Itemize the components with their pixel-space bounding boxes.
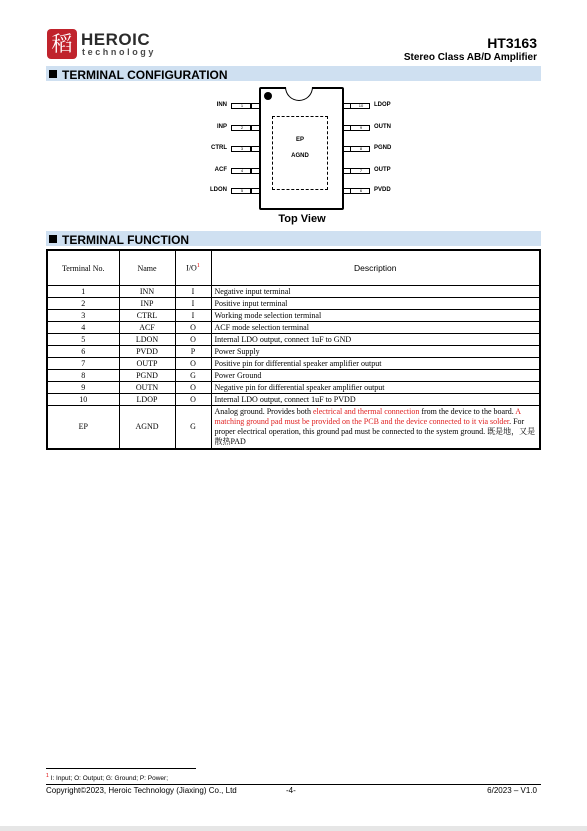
- bullet-square-icon: [49, 235, 57, 243]
- cell-name: ACF: [119, 322, 175, 334]
- cell-terminal-no: 4: [47, 322, 119, 334]
- cell-io: O: [175, 394, 211, 406]
- description-text: . For proper electrical operation, this ground pad must be connected to the system ground. 既是地，又是散热PAD: [214, 417, 536, 446]
- cell-io: G: [175, 370, 211, 382]
- highlighted-text: A matching ground pad must be provided on the PCB and the device connected to it via solder: [214, 407, 521, 426]
- cell-name: OUTP: [119, 358, 175, 370]
- pin-label-left: CTRL: [211, 145, 227, 151]
- pin-lead: [251, 125, 260, 131]
- pin-right: [350, 188, 370, 194]
- footnote: [46, 773, 168, 782]
- footnote-divider: [46, 768, 196, 769]
- part-number: HT3163: [487, 35, 537, 51]
- cell-terminal-no: 3: [47, 310, 119, 322]
- cell-name: PGND: [119, 370, 175, 382]
- pin-left: [231, 103, 251, 109]
- cell-description: Internal LDO output, connect 1uF to PVDD: [211, 394, 540, 406]
- pin-number: 5: [240, 188, 244, 193]
- description-text: from the device to the board.: [419, 407, 516, 416]
- pin-label-right: OUTN: [374, 124, 391, 130]
- table-header-row: [47, 250, 540, 286]
- table-row: [47, 358, 540, 370]
- pin-left: [231, 125, 251, 131]
- header-description: Description: [211, 250, 540, 286]
- table-row: [47, 382, 540, 394]
- part-description: Stereo Class AB/D Amplifier: [403, 52, 537, 63]
- cell-name: INP: [119, 298, 175, 310]
- pin-right: [350, 168, 370, 174]
- table-row-ep: [47, 406, 540, 450]
- cell-io: P: [175, 346, 211, 358]
- cell-description: [211, 406, 540, 450]
- pin-label-left: ACF: [214, 167, 227, 173]
- cell-name: PVDD: [119, 346, 175, 358]
- cell-name: INN: [119, 286, 175, 298]
- table-row: [47, 286, 540, 298]
- description-text: Analog ground. Provides both: [214, 407, 313, 416]
- cell-io: O: [175, 334, 211, 346]
- pin-right: [350, 146, 370, 152]
- highlighted-text: electrical and thermal connection: [312, 407, 420, 416]
- cell-description: Power Ground: [211, 370, 540, 382]
- footnote-text: I: Input; O: Output; G: Ground; P: Power;: [50, 775, 169, 783]
- header-terminal-no: Terminal No.: [47, 250, 119, 286]
- pin-label-right: LDOP: [374, 102, 391, 108]
- cell-description: Positive input terminal: [211, 298, 540, 310]
- company-subname: technology: [82, 47, 157, 57]
- version: 6/2023 – V1.0: [487, 786, 537, 795]
- section-header-function: [46, 231, 541, 246]
- header-io: [175, 250, 211, 286]
- company-name: HEROIC: [81, 30, 151, 49]
- cell-description: ACF mode selection terminal: [211, 322, 540, 334]
- pin-number: 6: [359, 188, 363, 193]
- table-row: [47, 334, 540, 346]
- cell-description: Negative input terminal: [211, 286, 540, 298]
- cell-name: CTRL: [119, 310, 175, 322]
- table-row: [47, 370, 540, 382]
- terminal-function-table: [46, 249, 541, 450]
- cell-description: Internal LDO output, connect 1uF to GND: [211, 334, 540, 346]
- table-row: [47, 310, 540, 322]
- pin-lead: [251, 103, 260, 109]
- ep-label: EP: [295, 137, 304, 143]
- pin-number: 2: [240, 125, 244, 130]
- cell-io: O: [175, 382, 211, 394]
- cell-io: G: [175, 406, 211, 450]
- pin-number: 7: [359, 168, 363, 173]
- table-row: [47, 346, 540, 358]
- cell-io: I: [175, 298, 211, 310]
- cell-name: OUTN: [119, 382, 175, 394]
- pin1-marker: [264, 92, 272, 100]
- pin-number: 1: [240, 103, 244, 108]
- pin-label-right: PVDD: [374, 187, 391, 193]
- page-number: -4-: [286, 786, 296, 795]
- pin-label-left: LDON: [210, 187, 227, 193]
- ep-name: AGND: [291, 153, 309, 159]
- header-name: Name: [119, 250, 175, 286]
- company-logo: 稻: [47, 29, 77, 59]
- cell-terminal-no: 2: [47, 298, 119, 310]
- cell-name: AGND: [119, 406, 175, 450]
- pin-lead: [251, 146, 260, 152]
- cell-terminal-no: 5: [47, 334, 119, 346]
- copyright: Copyright©2023, Heroic Technology (Jiaxing) Co., Ltd: [46, 786, 237, 795]
- section-title: TERMINAL CONFIGURATION: [62, 68, 228, 82]
- pin-right: [350, 103, 370, 109]
- cell-description: Negative pin for differential speaker amplifier output: [211, 382, 540, 394]
- cell-name: LDON: [119, 334, 175, 346]
- cell-description: Working mode selection terminal: [211, 310, 540, 322]
- footnote-mark: 1: [196, 263, 200, 270]
- cell-description: Positive pin for differential speaker amplifier output: [211, 358, 540, 370]
- pin-label-left: INN: [216, 102, 227, 108]
- pin-right: [350, 125, 370, 131]
- cell-name: LDOP: [119, 394, 175, 406]
- header-io-label: I/O: [186, 263, 197, 273]
- pin-number: 10: [358, 103, 364, 108]
- pin-label-left: INP: [216, 124, 227, 130]
- pin-label-right: PGND: [374, 145, 392, 151]
- cell-io: O: [175, 322, 211, 334]
- view-label: Top View: [278, 213, 326, 225]
- pin-number: 4: [240, 168, 244, 173]
- pin-left: [231, 146, 251, 152]
- table-row: [47, 394, 540, 406]
- cell-terminal-no: 9: [47, 382, 119, 394]
- footer-divider: [46, 784, 541, 785]
- footnote-mark: 1: [46, 773, 49, 779]
- cell-terminal-no: EP: [47, 406, 119, 450]
- pin-number: 8: [359, 146, 363, 151]
- pin-number: 3: [240, 146, 244, 151]
- cell-io: O: [175, 358, 211, 370]
- section-title: TERMINAL FUNCTION: [62, 233, 190, 247]
- page-bottom-band: [0, 826, 587, 831]
- pin-label-right: OUTP: [374, 167, 391, 173]
- cell-terminal-no: 10: [47, 394, 119, 406]
- pin-left: [231, 168, 251, 174]
- cell-io: I: [175, 286, 211, 298]
- table-row: [47, 298, 540, 310]
- cell-terminal-no: 1: [47, 286, 119, 298]
- pin-lead: [251, 168, 260, 174]
- pin-lead: [251, 188, 260, 194]
- cell-terminal-no: 6: [47, 346, 119, 358]
- section-header-config: [46, 66, 541, 81]
- cell-terminal-no: 7: [47, 358, 119, 370]
- pin-left: [231, 188, 251, 194]
- cell-terminal-no: 8: [47, 370, 119, 382]
- pin-number: 9: [359, 125, 363, 130]
- bullet-square-icon: [49, 70, 57, 78]
- table-row: [47, 322, 540, 334]
- cell-io: I: [175, 310, 211, 322]
- cell-description: Power Supply: [211, 346, 540, 358]
